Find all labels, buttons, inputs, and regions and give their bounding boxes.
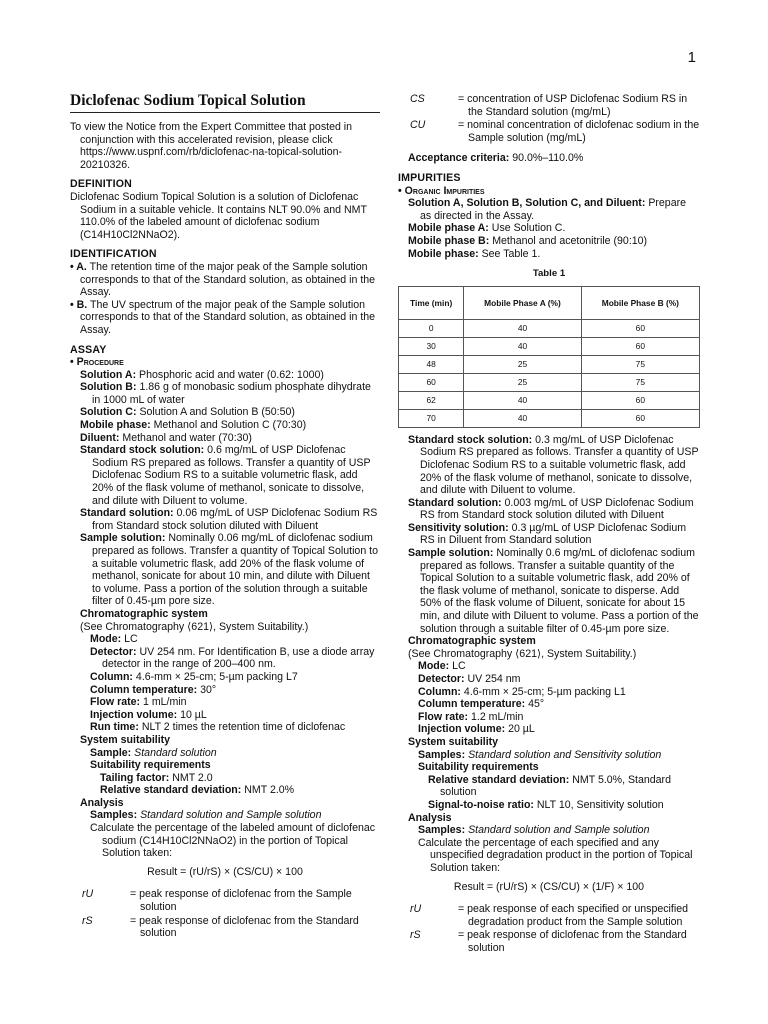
identification-a: • A. The retention time of the major peak of the Sample solution corresponds to that of the Standard solution, as obtained in the Assay. [70,260,376,299]
assay-def-rs: rS = peak response of diclofenac from the Standard solution [82,914,359,940]
assay-diluent: Diluent: Methanol and water (70:30) [80,431,252,444]
imp-sensitivity-solution: Sensitivity solution: 0.3 µg/mL of USP Diclofenac Sodium RS in Diluent from Standard solution [408,521,687,547]
imp-def-ru: rU = peak response of each specified or unspecified degradation product from the Sample solution [410,903,688,928]
imp-flow-rate: Flow rate: 1.2 mL/min [418,710,524,723]
table-row [399,391,700,409]
assay-column: Column: 4.6-mm × 25-cm; 5-µm packing L7 [90,670,298,683]
table-cell: 60 [581,337,699,355]
table-cell: 48 [399,355,464,373]
table-header-time: Time (min) [399,286,464,319]
assay-acceptance: Acceptance criteria: 90.0%–110.0% [408,152,584,165]
table-cell: 40 [464,391,581,409]
assay-see-chrom: (See Chromatography ⟨621⟩, System Suitability.) [80,620,309,633]
imp-injection-volume: Injection volume: 20 µL [418,723,535,736]
page-number: 1 [687,49,696,66]
assay-def-cu: CU = nominal concentration of diclofenac sodium in the Sample solution (mg/mL) [410,119,700,144]
table-header-phase-b: Mobile Phase B (%) [581,286,699,319]
table-cell: 30 [399,337,464,355]
assay-rsd: Relative standard deviation: NMT 2.0% [100,784,295,797]
assay-injection-volume: Injection volume: 10 µL [90,708,207,721]
imp-formula: Result = (rU/rS) × (CS/CU) × (1/F) × 100 [453,880,645,893]
imp-standard-stock: Standard stock solution: 0.3 mg/mL of USP Diclofenac Sodium RS prepared as follows. Transfer a quantity of USP Diclofenac Sodium RS to a suitable volumetric flask, add 20% of the flask volume of methanol, sonicate to dissolve, and dilute with Diluent to volume. [408,433,699,497]
imp-chrom-system: Chromatographic system [408,635,536,648]
table-cell: 40 [464,409,581,427]
imp-detector: Detector: UV 254 nm [418,673,521,685]
table-cell: 75 [581,373,699,391]
imp-def-rs: rS = peak response of diclofenac from the Standard solution [410,929,687,954]
table-cell: 60 [581,391,699,409]
left-column [70,90,380,941]
assay-mode: Mode: LC [90,633,138,646]
imp-mobile-phase: Mobile phase: See Table 1. [408,247,541,260]
table-cell: 40 [464,337,581,355]
imp-standard-solution: Standard solution: 0.003 mg/mL of USP Diclofenac Sodium RS from Standard stock solution diluted with Diluent [408,496,694,522]
table-row [399,319,700,337]
imp-column-temp: Column temperature: 45° [418,698,545,711]
table-cell: 60 [399,373,464,391]
table-row [399,373,700,391]
imp-ss-requirements: Suitability requirements [418,761,539,774]
gradient-table-body [399,319,700,427]
table-caption: Table 1 [532,268,566,280]
table-cell: 75 [581,355,699,373]
imp-calc: Calculate the percentage of each specified and any unspecified degradation product in the portion of Topical Solution taken: [418,836,693,874]
impurities-heading: IMPURITIES [398,171,461,184]
assay-run-time: Run time: NLT 2 times the retention time of diclofenac [90,721,346,734]
assay-def-ru: rU = peak response of diclofenac from the Sample solution [82,888,352,914]
imp-system-suitability: System suitability [408,735,499,748]
table-row [399,355,700,373]
table-cell: 25 [464,355,581,373]
table-row [399,409,700,427]
definition-text: Diclofenac Sodium Topical Solution is a solution of Diclofenac Sodium in a suitable vehicle. It contains NLT 90.0% and NMT 110.0% of the labeled amount of diclofenac sodium (C14H10Cl2NNaO2). [70,190,367,241]
assay-flow-rate: Flow rate: 1 mL/min [90,696,187,709]
assay-analysis: Analysis [80,796,124,809]
notice-text: To view the Notice from the Expert Committee that posted in conjunction with this accelerated revision, please click https://www.uspnf.com/rb/diclofenac-na-topical-solution-20210326. [70,121,353,171]
table-cell: 0 [399,319,464,337]
gradient-table [398,286,700,428]
identification-heading: IDENTIFICATION [70,248,157,261]
imp-rsd: Relative standard deviation: NMT 5.0%, Standard solution [428,773,671,799]
assay-detector: Detector: UV 254 nm. For Identification B, use a diode array detector in the range of 200–400 nm. [90,645,375,671]
assay-solution-c: Solution C: Solution A and Solution B (50:50) [80,406,295,419]
imp-ss-samples: Samples: Standard solution and Sensitivity solution [418,748,662,761]
table-header-phase-a: Mobile Phase A (%) [464,286,581,319]
assay-chrom-system: Chromatographic system [80,607,208,620]
table-cell: 25 [464,373,581,391]
table-cell: 62 [399,391,464,409]
imp-mode: Mode: LC [418,660,466,673]
table-row [399,337,700,355]
assay-formula: Result = (rU/rS) × (CS/CU) × 100 [147,865,303,878]
table-cell: 40 [464,319,581,337]
assay-ss-sample: Sample: Standard solution [90,746,217,759]
procedure-heading: • Procedure [70,356,124,369]
imp-solutions: Solution A, Solution B, Solution C, and Diluent: Prepare as directed in the Assay. [408,197,687,222]
identification-b: • B. The UV spectrum of the major peak of the Sample solution corresponds to that of the Standard solution, as obtained in the Assay. [70,298,376,336]
assay-standard-stock: Standard stock solution: 0.6 mg/mL of USP Diclofenac Sodium RS prepared as follows. Transfer a quantity of USP Diclofenac Sodium RS to a suitable volumetric flask, add 20% of the flask volume of methanol, sonicate to dissolve, and dilute with Diluent to volume. [80,444,371,507]
imp-mobile-phase-a: Mobile phase A: Use Solution C. [408,222,566,235]
assay-solution-b: Solution B: 1.86 g of monobasic sodium phosphate dihydrate in 1000 mL of water [80,381,371,406]
imp-sample-solution: Sample solution: Nominally 0.6 mg/mL of diclofenac sodium prepared as follows. Transfer a suitable quantity of the Topical Solution to a suitable volumetric flask, add 20% of the flask volume of methanol, sonicate to disperse. Add 50% of the flask volume of Diluent, sonicate for about 15 min, and dilute with Diluent to volume. Pass a portion of the solution through a suitable filter of 0.45-µm pore size. [408,547,699,635]
imp-see-chrom: (See Chromatography ⟨621⟩, System Suitability.) [408,647,637,660]
right-column [398,92,700,955]
definition-heading: DEFINITION [70,178,133,191]
table-cell: 60 [581,319,699,337]
table-cell: 70 [399,409,464,427]
assay-system-suitability: System suitability [80,733,171,746]
imp-signal-to-noise: Signal-to-noise ratio: NLT 10, Sensitivity solution [428,798,664,811]
table-cell: 60 [581,409,699,427]
imp-samples: Samples: Standard solution and Sample solution [418,824,650,837]
imp-column: Column: 4.6-mm × 25-cm; 5-µm packing L1 [418,685,626,698]
imp-analysis: Analysis [408,811,452,824]
assay-tailing: Tailing factor: NMT 2.0 [100,771,213,784]
assay-heading: ASSAY [70,343,107,356]
assay-column-temp: Column temperature: 30° [90,683,217,696]
assay-samples: Samples: Standard solution and Sample solution [90,809,322,822]
assay-standard-solution: Standard solution: 0.06 mg/mL of USP Diclofenac Sodium RS from Standard stock solution diluted with Diluent [80,507,378,532]
assay-ss-requirements: Suitability requirements [90,759,211,772]
assay-def-cs: CS = concentration of USP Diclofenac Sodium RS in the Standard solution (mg/mL) [410,93,688,118]
imp-mobile-phase-b: Mobile phase B: Methanol and acetonitrile (90:10) [408,234,648,247]
organic-impurities-heading: • Organic Impurities [398,184,485,197]
assay-calc: Calculate the percentage of the labeled amount of diclofenac sodium (C14H10Cl2NNaO2) in the portion of Topical Solution taken: [90,822,376,860]
assay-sample-solution: Sample solution: Nominally 0.06 mg/mL of diclofenac sodium prepared as follows. Transfer a quantity of Topical Solution to a suitable volumetric flask, add 20% of the flask volume of methanol, sonicate for about 10 min, and dilute with Diluent to volume. Pass a portion of the solution through a suitable filter of 0.45-µm pore size. [80,532,378,608]
assay-solution-a: Solution A: Phosphoric acid and water (0.62: 1000) [80,368,324,381]
assay-mobile-phase: Mobile phase: Methanol and Solution C (70:30) [80,419,307,432]
monograph-title: Diclofenac Sodium Topical Solution [70,92,380,113]
